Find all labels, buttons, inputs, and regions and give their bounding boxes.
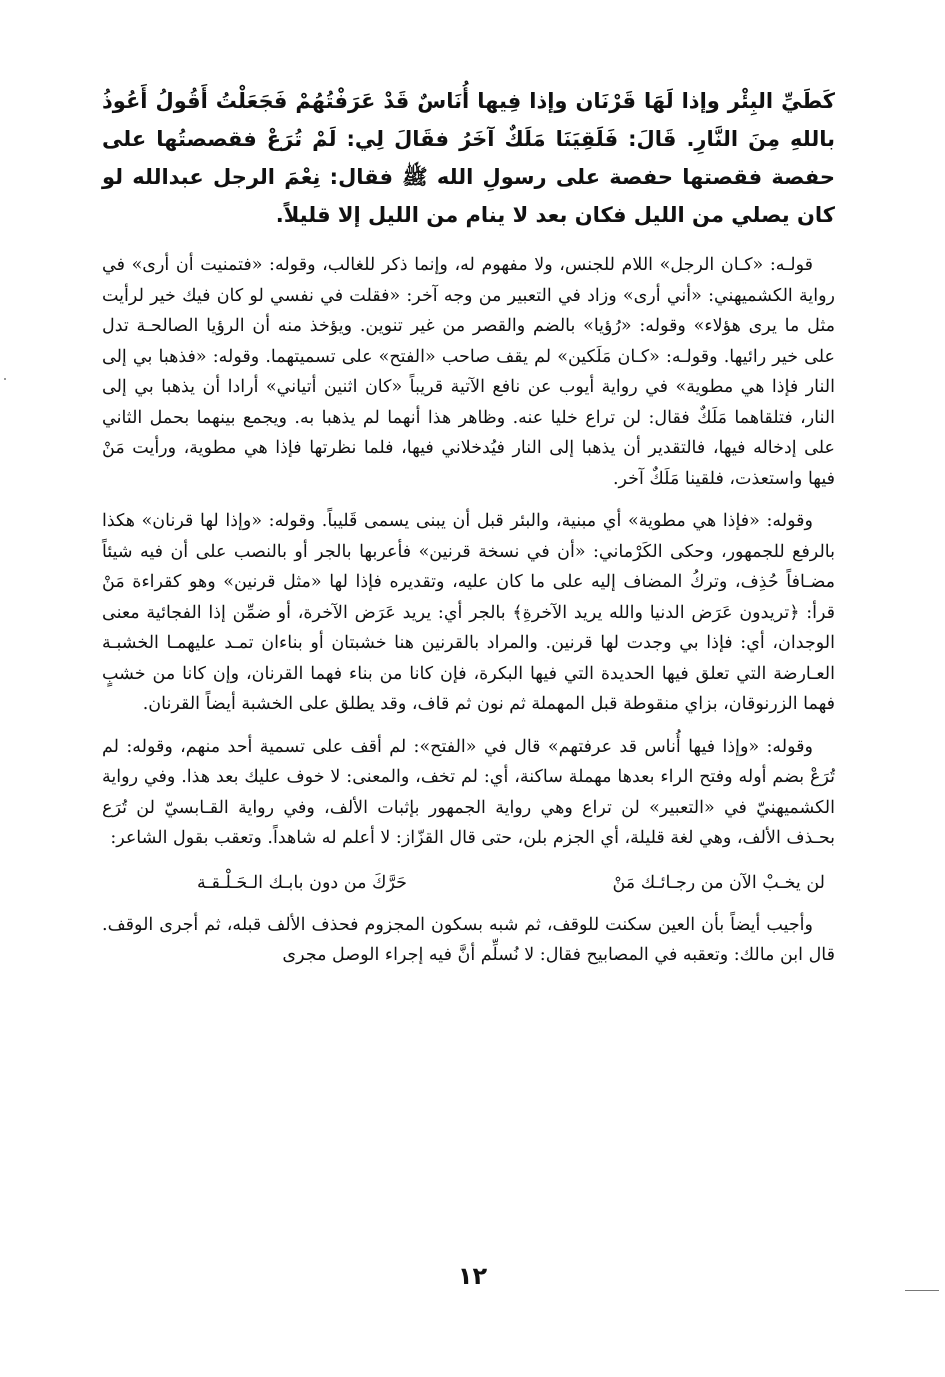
commentary-paragraph-2: وقوله: «فإذا هي مطوية» أي مبنية، والبئر قبل أن يبنى يسمى قَليباً. وقوله: «وإذا لها قرنان» هكذا بالرفع للجمهور، وحكى الكَرْماني: «أن في نسخة قرنين» فأعربها بالجر أو بالنصب على أن فيه شيئاً مضـافاً حُذِف، وتركُ المضاف إليه على ما كان عليه، وتقديره فإذا لها «مثل قرنين» وهو كقراءة مَنْ قرأ: ﴿تريدون عَرَض الدنيا والله يريد الآخرةِ﴾ بالجر أي: يريد عَرَض الآخرة، أو ضمِّن إذا الفجائية معنى الوجدان، أي: فإذا بي وجدت لها قرنين. والمراد بالقرنين هنا خشبتان أو بناءان تمـد عليهمـا الخشبـة العـارضة التي تعلق فيها الحديدة التي فيها البكرة، فإن كانا من بناء فهما القرنان، وإن كانا من خشبٍ فهما الزرنوقان، بزاي منقوطة قبل المهملة ثم نون ثم قاف، وقد يطلق على الخشبة أيضاً القرنان.	[102, 511, 835, 714]
commentary-paragraph-3: وقوله: «وإذا فيها أُناس قد عرفتهم» قال في «الفتح»: لم أقف على تسمية أحد منهم، وقوله: لم تُرَعْ بضم أوله وفتح الراء بعدها مهملة ساكنة، أي: لم تخف، والمعنى: لا خوف عليك بعد هذا. وفي رواية الكشميهنيّ في «التعبير» لن تراع وهي رواية الجمهور بإثبات الألف، وفي رواية القـابسيّ لن تُرَع بحـذف الألف، وهي لغة قليلة، أي الجزم بلن، حتى قال القزّاز: لا أعلم له شاهداً. وتعقب بقول الشاعر:	[102, 736, 835, 848]
hadith-text: كَطَيِّ البِئْر وإذا لَهَا قَرْنَان وإذا فِيها أُنَاسٌ قَدْ عَرَفْتُهُمْ فَجَعَلْتُ أَقُولُ أَعُوذُ باللهِ مِنَ النَّارِ. قَالَ: فَلَقِيَنَا مَلَكٌ آخَرُ فقَالَ لِي: لَمْ تُرَعْ فقصصتُها على حفصة فقصتها حفصة على رسولِ الله ﷺ فقال: نِعْمَ الرجل عبدالله لو كان يصلي من الليل فكان بعد لا ينام من الليل إلا قليلاً.	[102, 89, 835, 227]
page-body	[102, 82, 835, 983]
verse-second-hemistich: حَرَّكَ من دون بابـك الـحَـلْـقـة	[197, 872, 407, 893]
page-number: ١٢	[457, 1262, 488, 1290]
scan-edge-mark	[905, 1290, 939, 1291]
closing-paragraph: وأجيب أيضاً بأن العين سكنت للوقف، ثم شبه بسكون المجزوم فحذف الألف قبله، ثم أجرى الوقف. قال ابن مالك: وتعقبه في المصابيح فقال: لا نُسلِّم أنَّ فيه إجراء الوصل مجرى	[102, 914, 835, 965]
verse-first-hemistich: لن يخـبْ الآن من رجـائـك مَنْ	[612, 872, 825, 893]
scan-edge-dot	[4, 378, 6, 380]
commentary-paragraph-1: قولـه: «كـان الرجل» اللام للجنس، ولا مفهوم له، وإنما ذكر للغالب، وقوله: «فتمنيت أن أرى» في رواية الكشميهني: «أني أرى» وزاد في التعبير من وجه آخر: «فقلت في نفسي لو كان فيك خير لرأيت مثل ما يرى هؤلاء» وقوله: «رُؤيا» بالضم والقصر من غير تنوين. ويؤخذ منه أن الرؤيا الصالحـة تدل على خير رائيها. وقولـه: «كـان مَلَكين» لم يقف صاحب «الفتح» على تسميتهما. وقوله: «فذهبا بي إلى النار فإذا هي مطوية» في رواية أيوب عن نافع الآتية قريباً «كان اثنين أتياني» أرادا أن يذهبا بي إلى النار، فتلقاهما مَلَكٌ فقال: لن تراع خليا عنه. وظاهر هذا أنهما لم يذهبا به. ويجمع بينهما بحمل الثاني على إدخاله فيها، فالتقدير أن يذهبا إلى النار فيُدخلاني فيها، فلما نظرتها فإذا هي مطوية، ورأيت مَنْ فيها واستعذت، فلقينا مَلَكٌ آخر.	[102, 255, 835, 489]
poetry-verse	[102, 868, 835, 898]
